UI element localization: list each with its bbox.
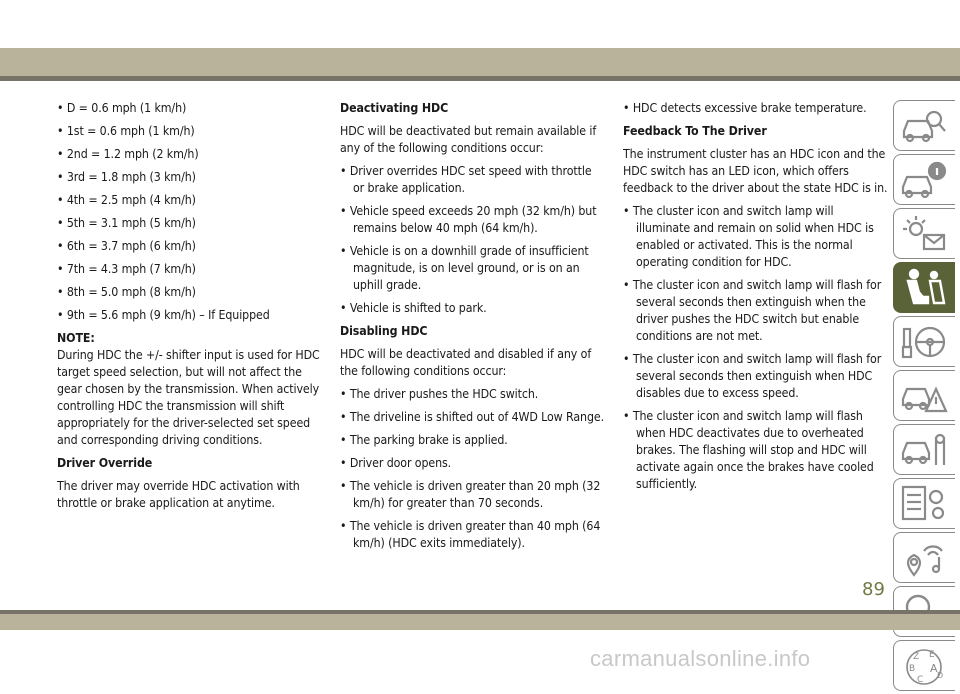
speed-list-item: • 1st = 0.6 mph (1 km/h)	[57, 124, 195, 138]
tab-safety[interactable]	[893, 262, 955, 313]
svg-text:A: A	[930, 662, 938, 675]
speed-list-item: • 7th = 4.3 mph (7 km/h)	[57, 262, 196, 276]
speed-list-item: • D = 0.6 mph (1 km/h)	[57, 101, 187, 115]
svg-text:E: E	[929, 650, 935, 660]
svg-text:C: C	[917, 675, 924, 685]
driver-override-text: The driver may override HDC activation with throttle or brake application at anytime.	[57, 479, 300, 510]
deactivating-list-item: • Driver overrides HDC set speed with throttle or brake application.	[340, 164, 592, 195]
car-info-icon	[900, 159, 948, 201]
feedback-intro: The instrument cluster has an HDC icon and the HDC switch has an LED icon, which offers feedback to the driver about the state HDC is in.	[623, 147, 888, 195]
note-text: During HDC the +/- shifter input is used for HDC target speed selection, but will not affect the gear chosen by the transmission. When actively controlling HDC the transmission will shift appropriately for the driver-selected set speed and corresponding driving conditions.	[57, 348, 320, 447]
svg-text:D: D	[937, 671, 944, 680]
deactivating-heading: Deactivating HDC	[340, 101, 449, 115]
disabling-list-item: • The driveline is shifted out of 4WD Low Range.	[340, 410, 605, 424]
index-letters-icon	[900, 645, 948, 687]
svg-text:B: B	[909, 664, 916, 674]
speed-list-item: • 2nd = 1.2 mph (2 km/h)	[57, 147, 199, 161]
column-3	[623, 100, 888, 499]
speed-list-item: • 3rd = 1.8 mph (3 km/h)	[57, 170, 196, 184]
speed-list-item: • 6th = 3.7 mph (6 km/h)	[57, 239, 196, 253]
tab-car-search[interactable]	[893, 100, 955, 151]
tab-starting-operating[interactable]	[893, 316, 955, 367]
header-rule	[0, 76, 960, 81]
disabling-list-item: • Driver door opens.	[340, 456, 452, 470]
deactivating-list-item: • Vehicle is on a downhill grade of insufficient magnitude, is on level ground, or is on an uphill grade.	[340, 244, 589, 292]
speed-list-item: • 8th = 5.0 mph (8 km/h)	[57, 285, 196, 299]
feedback-list-item: • The cluster icon and switch lamp will flash for several seconds then extinguish when the driver pushes the HDC switch but enable conditions are not met.	[623, 278, 882, 343]
tab-servicing[interactable]	[893, 424, 955, 475]
feedback-list-item: • The cluster icon and switch lamp will flash for several seconds then extinguish when HDC disables due to excess speed.	[623, 352, 882, 400]
feedback-heading: Feedback To The Driver	[623, 124, 767, 138]
driver-override-heading: Driver Override	[57, 456, 153, 470]
tab-emergency[interactable]	[893, 370, 955, 421]
speed-list-item: • 5th = 3.1 mph (5 km/h)	[57, 216, 196, 230]
tab-specifications[interactable]	[893, 478, 955, 529]
speed-list-item: • 4th = 2.5 mph (4 km/h)	[57, 193, 196, 207]
tab-warning-lights[interactable]	[893, 208, 955, 259]
disabling-list-item: • The parking brake is applied.	[340, 433, 508, 447]
steering-wheel-key-icon	[900, 321, 948, 363]
car-service-icon	[900, 429, 948, 471]
tab-car-info[interactable]	[893, 154, 955, 205]
footer-band	[0, 614, 960, 630]
disabling-list-item: • The vehicle is driven greater than 40 mph (64 km/h) (HDC exits immediately).	[340, 519, 601, 550]
tab-multimedia[interactable]	[893, 532, 955, 583]
maintenance-list-icon	[900, 483, 948, 525]
page-number: 89	[862, 579, 885, 600]
deactivating-list-item: • Vehicle speed exceeds 20 mph (32 km/h) but remains below 40 mph (64 km/h).	[340, 204, 597, 235]
disabling-list-item: • The driver pushes the HDC switch.	[340, 387, 539, 401]
section-tabs	[893, 100, 960, 694]
disabling-heading: Disabling HDC	[340, 324, 428, 338]
speed-list-item: • 9th = 5.6 mph (9 km/h) – If Equipped	[57, 308, 270, 322]
disabling-list-item: • The vehicle is driven greater than 20 mph (32 km/h) for greater than 70 seconds.	[340, 479, 601, 510]
watermark: carmanualsonline.info	[590, 646, 811, 671]
car-search-icon	[900, 105, 948, 147]
column-1	[57, 100, 327, 518]
disabling-intro: HDC will be deactivated and disabled if any of the following conditions occur:	[340, 347, 592, 378]
multimedia-icon	[900, 537, 948, 579]
deactivating-intro: HDC will be deactivated but remain available if any of the following conditions occur:	[340, 124, 597, 155]
deactivating-list-item: • HDC detects excessive brake temperature.	[623, 101, 867, 115]
feedback-list-item: • The cluster icon and switch lamp will flash when HDC deactivates due to overheated brakes. The flashing will stop and HDC will activate again once the brakes have cooled sufficiently.	[623, 409, 874, 491]
tab-index[interactable]	[893, 640, 955, 691]
car-hazard-icon	[900, 375, 948, 417]
svg-text:Z: Z	[913, 652, 920, 662]
deactivating-list-item: • Vehicle is shifted to park.	[340, 301, 487, 315]
feedback-list-item: • The cluster icon and switch lamp will illuminate and remain on solid when HDC is enabled or activated. This is the normal operating condition for HDC.	[623, 204, 874, 269]
column-2	[340, 100, 605, 558]
safety-seat-icon	[900, 267, 948, 309]
warning-lights-icon	[900, 213, 948, 255]
note-heading: NOTE:	[57, 331, 95, 345]
header-band	[0, 48, 960, 76]
